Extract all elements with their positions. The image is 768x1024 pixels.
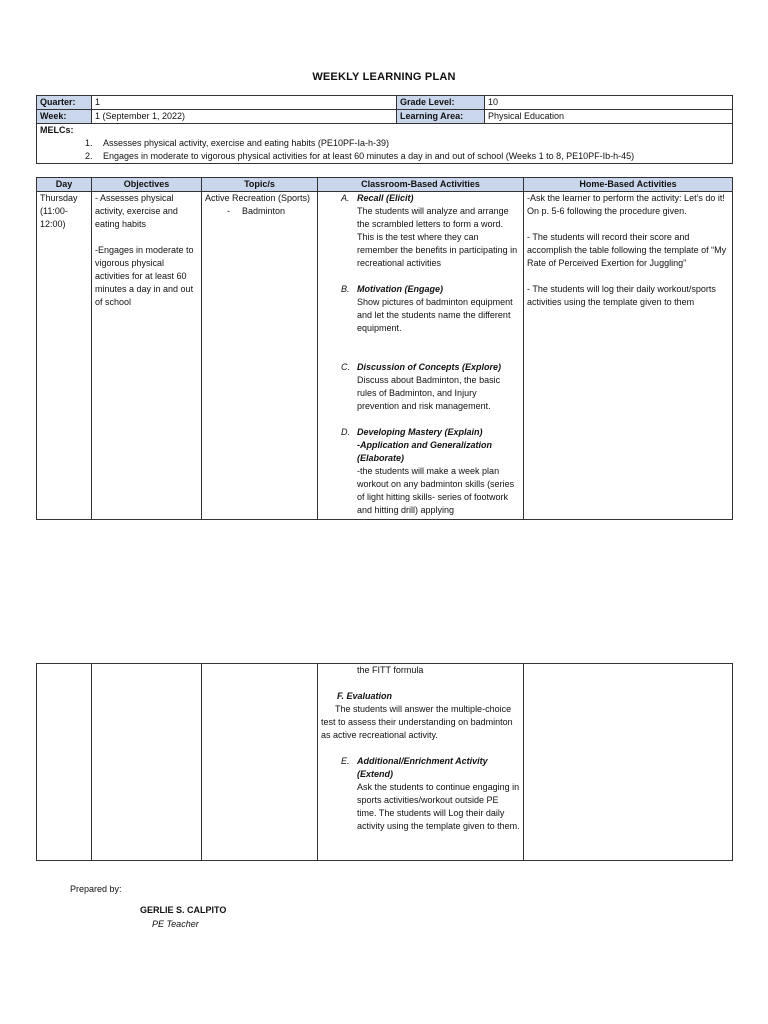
activity-text: Ask the students to continue engaging in sports activities/workout outside PE time. The students will Log their daily activity using the template given to them. <box>357 782 520 831</box>
topics-cell <box>202 192 318 520</box>
activity-letter: E. <box>341 756 350 766</box>
activity-motivation <box>321 283 520 335</box>
melc-text: Engages in moderate to vigorous physical activities for at least 60 minutes a day in and out of school (Weeks 1 to 8, PE10PF-Ib-h-45) <box>103 151 635 161</box>
week-value: 1 (September 1, 2022) <box>92 110 397 124</box>
activity-title: Motivation (Engage) <box>357 284 443 294</box>
activity-text: Discuss about Badminton, the basic rules of Badminton, and Injury prevention and risk management. <box>357 375 501 411</box>
home-activities-header: Home-Based Activities <box>524 178 733 192</box>
objective-2: -Engages in moderate to vigorous physical activities for at least 60 minutes a day in and out of school <box>95 245 194 307</box>
activity-subtitle: -Application and Generalization (Elaborate) <box>357 440 493 463</box>
teacher-name: GERLIE S. CALPITO <box>140 905 227 915</box>
learning-area-value: Physical Education <box>485 110 733 124</box>
day-cell: Thursday (11:00-12:00) <box>37 192 92 520</box>
week-label: Week: <box>37 110 92 124</box>
subtopic-item <box>205 205 314 218</box>
objectives-header: Objectives <box>92 178 202 192</box>
evaluation-title: F. Evaluation <box>337 691 393 701</box>
objectives-cell-continued <box>92 664 202 861</box>
home-activity-1: -Ask the learner to perform the activity: Let’s do it! On p. 5-6 following the procedure given. <box>527 193 725 216</box>
classroom-activities-cell <box>318 192 524 520</box>
activity-letter: C. <box>341 362 350 372</box>
learning-area-label: Learning Area: <box>397 110 485 124</box>
activity-title: Additional/Enrichment Activity (Extend) <box>357 756 488 779</box>
activity-title: Recall (Elicit) <box>357 193 414 203</box>
topic: Active Recreation (Sports) <box>205 193 311 203</box>
plan-table-page-1 <box>36 177 733 520</box>
evaluation-text: The students will answer the multiple-choice test to assess their understanding on badminton as active recreational activity. <box>321 704 513 740</box>
melc-item <box>85 137 729 150</box>
melc-item <box>85 150 729 163</box>
activity-discussion <box>321 361 520 413</box>
plan-table-page-2 <box>36 663 733 861</box>
info-table <box>36 95 733 164</box>
classroom-activities-continued <box>318 664 524 861</box>
activity-mastery <box>321 426 520 517</box>
activity-letter: B. <box>341 284 350 294</box>
topics-header: Topic/s <box>202 178 318 192</box>
melc-number: 1. <box>85 138 93 148</box>
activity-text: -the students will make a week plan workout on any badminton skills (series of light hitting skills- series of footwork and hitting drill) applying <box>357 466 515 515</box>
activity-recall <box>321 192 520 270</box>
grade-level-label: Grade Level: <box>397 96 485 110</box>
document-title: WEEKLY LEARNING PLAN <box>312 71 456 83</box>
home-activity-2: - The students will record their score and accomplish the table following the template of “My Rate of Perceived Exertion for Juggling” <box>527 232 727 268</box>
melcs-cell <box>37 124 733 164</box>
continued-text: the FITT formula <box>357 665 424 675</box>
activity-title: Discussion of Concepts (Explore) <box>357 362 502 372</box>
objective-1: - Assesses physical activity, exercise and eating habits <box>95 193 178 229</box>
prepared-by-label: Prepared by: <box>70 884 122 894</box>
subtopic-dash: - <box>227 206 230 216</box>
home-activity-3: - The students will log their daily workout/sports activities using the template given to them <box>527 284 716 307</box>
activity-title: Developing Mastery (Explain) <box>357 427 483 437</box>
day-cell-continued <box>37 664 92 861</box>
melcs-label: MELCs: <box>40 125 74 135</box>
grade-level-value: 10 <box>485 96 733 110</box>
activity-letter: A. <box>341 193 350 203</box>
home-activities-continued <box>524 664 733 861</box>
quarter-label: Quarter: <box>37 96 92 110</box>
melc-number: 2. <box>85 151 93 161</box>
teacher-role: PE Teacher <box>152 919 199 929</box>
activity-text: Show pictures of badminton equipment and let the students name the different equipment. <box>357 297 513 333</box>
home-activities-cell <box>524 192 733 520</box>
day-header: Day <box>37 178 92 192</box>
quarter-value: 1 <box>92 96 397 110</box>
activity-letter: D. <box>341 427 350 437</box>
topics-cell-continued <box>202 664 318 861</box>
classroom-activities-header: Classroom-Based Activities <box>318 178 524 192</box>
subtopic: Badminton <box>242 206 286 216</box>
melc-text: Assesses physical activity, exercise and eating habits (PE10PF-Ia-h-39) <box>103 138 389 148</box>
objectives-cell <box>92 192 202 520</box>
melcs-list <box>40 137 729 163</box>
activity-enrichment <box>321 755 520 833</box>
activity-text: The students will analyze and arrange the scrambled letters to form a word. This is the test where they can remember the benefits in participating in recreational activities <box>357 206 518 268</box>
